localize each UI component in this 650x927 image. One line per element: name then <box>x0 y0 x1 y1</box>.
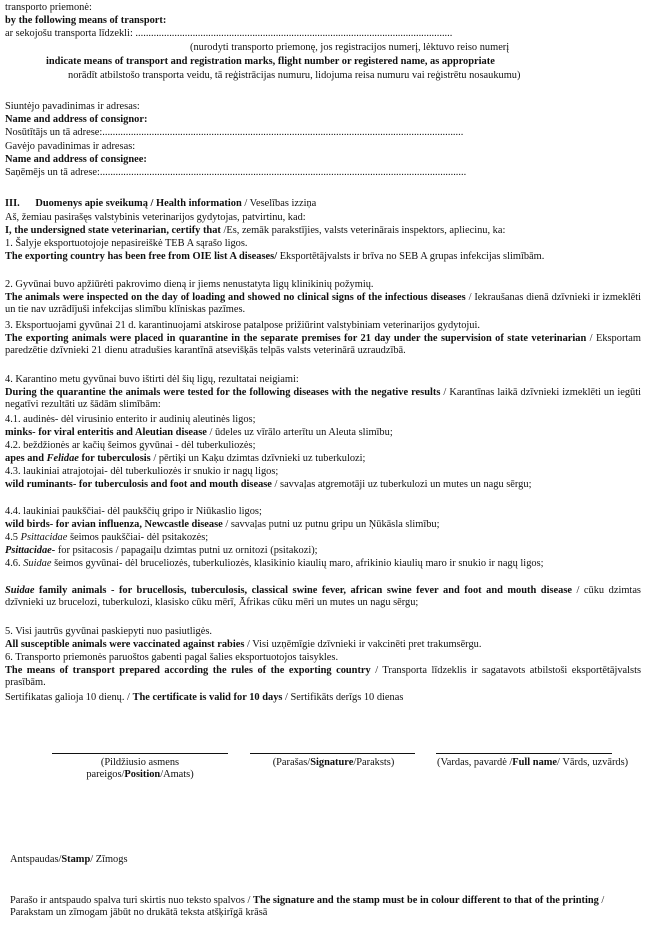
item6-en-lv <box>5 665 641 689</box>
signature-caption-b: /Paraksts) <box>353 757 395 768</box>
declaration-lv: /Es, zemāk parakstījies, valsts veterinārais inspektors, apliecinu, ka: <box>223 225 506 236</box>
transport-note-lt: (nurodyti transporto priemonę, jos registracijos numerį, lėktuvo reiso numerį <box>190 42 510 53</box>
declaration-en: I, the undersigned state veterinarian, certify that <box>5 225 221 236</box>
item5-en: All susceptible animals were vaccinated against rabies <box>5 639 245 650</box>
item46-lt-a: 4.6. <box>5 558 21 569</box>
item46-lv: / cūku dzimtas dzīvnieki uz brucelozi, tuberkulozi, klasisko cūku mērī, Āfrikas cūku mēri un mutes un nagu sērgu; <box>5 585 641 608</box>
full-name-caption-en: Full name <box>512 757 558 768</box>
item6-en: The means of transport prepared according the rules of the exporting country <box>5 665 371 676</box>
item44-en: wild birds- for avian influenza, Newcastle disease <box>5 519 223 530</box>
item45-en-lv <box>5 545 318 557</box>
item1-en-lv <box>5 251 641 263</box>
item5-lv: / Visi uzņēmīgie dzīvnieki ir vakcinēti pret trakumsērgu. <box>246 639 482 650</box>
stamp-label-en: Stamp <box>61 854 91 865</box>
item44-lt: 4.4. laukiniai paukščiai- dėl paukščių gripo ir Niūkaslio ligos; <box>5 506 262 517</box>
item2-en-lv <box>5 292 641 316</box>
item45-lt-latin: Psittacidae <box>20 532 68 543</box>
item46-lt-b: šeimos gyvūnai- dėl bruceliozės, tuberkuliozės, klasikinio kiaulių maro, afrikinio kiaulių maro ir snukio ir nagų ligos; <box>54 558 544 569</box>
position-caption <box>50 757 230 781</box>
section-heading <box>5 198 316 210</box>
item3-lt: 3. Eksportuojami gyvūnai 21 d. karantinuojami atskirose patalpose prižiūrint valstybiniam veterinarijos gydytojui. <box>5 320 480 331</box>
signature-caption <box>246 757 421 769</box>
validity-lt: Sertifikatas galioja 10 dienų. / <box>5 692 130 703</box>
item1-lv: Eksportētājvalsts ir brīva no SEB A grupas infekcijas slimībām. <box>279 251 545 262</box>
signature-caption-a: (Parašas/ <box>272 757 311 768</box>
item3-en-lv <box>5 333 641 357</box>
item4-en-lv <box>5 387 641 411</box>
item45-en-b: for psitacosis <box>57 545 113 556</box>
item1-lt: 1. Šalyje eksportuotojoje nepasireiškė TEB A sąrašo ligos. <box>5 238 248 249</box>
section-title-en: Health information <box>156 198 242 209</box>
section-title-lv: / Veselības izziņa <box>244 198 317 209</box>
full-name-caption-a: (Vardas, pavardė / <box>437 757 513 768</box>
item5-lt: 5. Visi jautrūs gyvūnai paskiepyti nuo pasiutligės. <box>5 626 212 637</box>
transport-label-en: by the following means of transport: <box>5 15 167 26</box>
item46-lt <box>5 558 641 570</box>
stamp-label <box>10 854 128 866</box>
footer-note <box>10 895 642 919</box>
validity-lv: / Sertifikāts derīgs 10 dienas <box>285 692 404 703</box>
declaration-en-lv <box>5 225 505 237</box>
item46-en-lv <box>5 585 641 609</box>
item41-en: minks- for viral enteritis and Aleutian disease <box>5 427 207 438</box>
item4-lv: / Karantīnas laikā dzīvnieki izmeklēti un iegūti negatīvi rezultāti uz šādām slimībām: <box>5 387 641 410</box>
item45-lv: / papagaiļu dzimtas putni uz ornitozi (psitakozi); <box>115 545 318 556</box>
section-title-lt: Duomenys apie sveikumą / <box>35 198 154 209</box>
declaration-lt: Aš, žemiau pasirašęs valstybinis veterinarijos gydytojas, patvirtinu, kad: <box>5 212 306 223</box>
consignee-lt: Gavėjo pavadinimas ir adresas: <box>5 141 136 152</box>
transport-label-lv: ar sekojošu transporta līdzekli: .......................................................................................................................... <box>5 28 453 39</box>
transport-label-lt: transporto priemonė: <box>5 2 92 13</box>
item45-lt-b: šeimos paukščiai- dėl psitakozės; <box>69 532 209 543</box>
item41-lt: 4.1. audinės- dėl virusinio enterito ir audinių aleutinės ligos; <box>5 414 256 425</box>
item43-en: wild ruminants- for tuberculosis and foot and mouth disease <box>5 479 272 490</box>
validity <box>5 692 403 704</box>
item42-lt: 4.2. beždžionės ar kačių šeimos gyvūnai - dėl tuberkuliozės; <box>5 440 256 451</box>
consignor-en: Name and address of consignor: <box>5 114 148 125</box>
item3-en: The exporting animals were placed in quarantine in the separate premises for 21 day under the supervision of state veterinarian <box>5 333 587 344</box>
item45-lt <box>5 532 208 544</box>
consignor-lv: Nosūtītājs un tā adrese:........................................................................................................................................... <box>5 127 464 138</box>
position-caption-b: pareigos/ <box>86 769 125 780</box>
position-signature-line <box>52 753 228 754</box>
item6-lt: 6. Transporto priemonės paruoštos gabenti pagal šalies eksportuotojos taisykles. <box>5 652 339 663</box>
transport-note-lv: norādīt atbilstošo transporta veidu, tā reģistrācijas numuru, lidojuma reisa numuru vai reģistrētu nosaukumu) <box>68 70 521 81</box>
full-name-signature-line <box>436 753 612 754</box>
item42-en-a: apes and <box>5 453 44 464</box>
item44-en-lv <box>5 519 439 531</box>
item2-lt: 2. Gyvūnai buvo apžiūrėti pakrovimo dieną ir jiems nenustatyta ligų klinikinių požymių. <box>5 279 374 290</box>
item42-en-lv <box>5 453 365 465</box>
transport-note-en: indicate means of transport and registration marks, flight number or registered name, as appropriate <box>46 56 495 67</box>
item3-lv: / Eksportam paredzētie dzīvnieki 21 dienu atradušies karantīnā atsevišķās telpās valsts veterinārā uzraudzībā. <box>5 333 641 356</box>
position-caption-en: Position <box>124 769 161 780</box>
signature-line <box>250 753 415 754</box>
footer-note-en: The signature and the stamp must be in colour different to that of the printing <box>253 895 599 906</box>
footer-note-lv: / Parakstam un zīmogam jābūt no drukātā teksta atšķirīgā krāsā <box>10 895 605 918</box>
item46-en-latin: Suidae <box>5 585 35 596</box>
item43-en-lv <box>5 479 641 491</box>
full-name-caption-b: / Vārds, uzvārds) <box>557 757 629 768</box>
consignor-lt: Siuntėjo pavadinimas ir adresas: <box>5 101 140 112</box>
item46-lt-latin: Suidae <box>23 558 52 569</box>
item1-en: The exporting country has been free from OIE list A diseases/ <box>5 251 278 262</box>
full-name-caption <box>437 757 647 769</box>
item4-lt: 4. Karantino metu gyvūnai buvo ištirti dėl šių ligų, rezultatai neigiami: <box>5 374 299 385</box>
item5-en-lv <box>5 639 481 651</box>
signature-caption-en: Signature <box>310 757 354 768</box>
consignee-lv: Saņēmējs un tā adrese:............................................................................................................................................. <box>5 167 467 178</box>
item41-lv: / ūdeles uz vīrālo arterītu un Aleuta slimību; <box>209 427 393 438</box>
item46-en-b: family animals - for brucellosis, tuberculosis, classical swine fever, african swine fever and foot and mouth disease <box>38 585 572 596</box>
item6-lv: / Transporta līdzeklis ir sagatavots atbilstoši eksportētājvalsts prasībām. <box>5 665 641 688</box>
footer-note-lt: Parašo ir antspaudo spalva turi skirtis nuo teksto spalvos / <box>10 895 251 906</box>
item42-en-b: for tuberculosis <box>81 453 151 464</box>
item42-en-latin: Felidae <box>46 453 79 464</box>
section-number: III. <box>5 198 20 209</box>
item43-lt: 4.3. laukiniai atrajotojai- dėl tuberkuliozės ir snukio ir nagų ligos; <box>5 466 279 477</box>
item41-en-lv <box>5 427 393 439</box>
item2-en: The animals were inspected on the day of loading and showed no clinical signs of the infectious diseases <box>5 292 466 303</box>
item2-lv: / Iekraušanas dienā dzīvnieki ir izmeklēti un tie nav uzrādījuši infekcijas slimību klīniskas pazīmes. <box>5 292 641 315</box>
consignee-en: Name and address of consignee: <box>5 154 147 165</box>
position-caption-a: (Pildžiusio asmens <box>100 757 180 768</box>
item4-en: During the quarantine the animals were tested for the following diseases with the negative results <box>5 387 441 398</box>
validity-en: The certificate is valid for 10 days <box>132 692 283 703</box>
stamp-label-lv: / Zīmogs <box>90 854 128 865</box>
position-caption-c: /Amats) <box>160 769 194 780</box>
item42-lv: / pērtiķi un Kaķu dzimtas dzīvnieki uz tuberkulozi; <box>153 453 366 464</box>
item43-lv: / savvaļas atgremotāji uz tuberkulozi un mutes un nagu sērgu; <box>274 479 532 490</box>
item45-en-latin: Psittacidae- <box>5 545 56 556</box>
item45-lt-a: 4.5 <box>5 532 18 543</box>
stamp-label-lt: Antspaudas/ <box>10 854 62 865</box>
item44-lv: / savvaļas putni uz putnu gripu un Ņūkāsla slimību; <box>225 519 440 530</box>
